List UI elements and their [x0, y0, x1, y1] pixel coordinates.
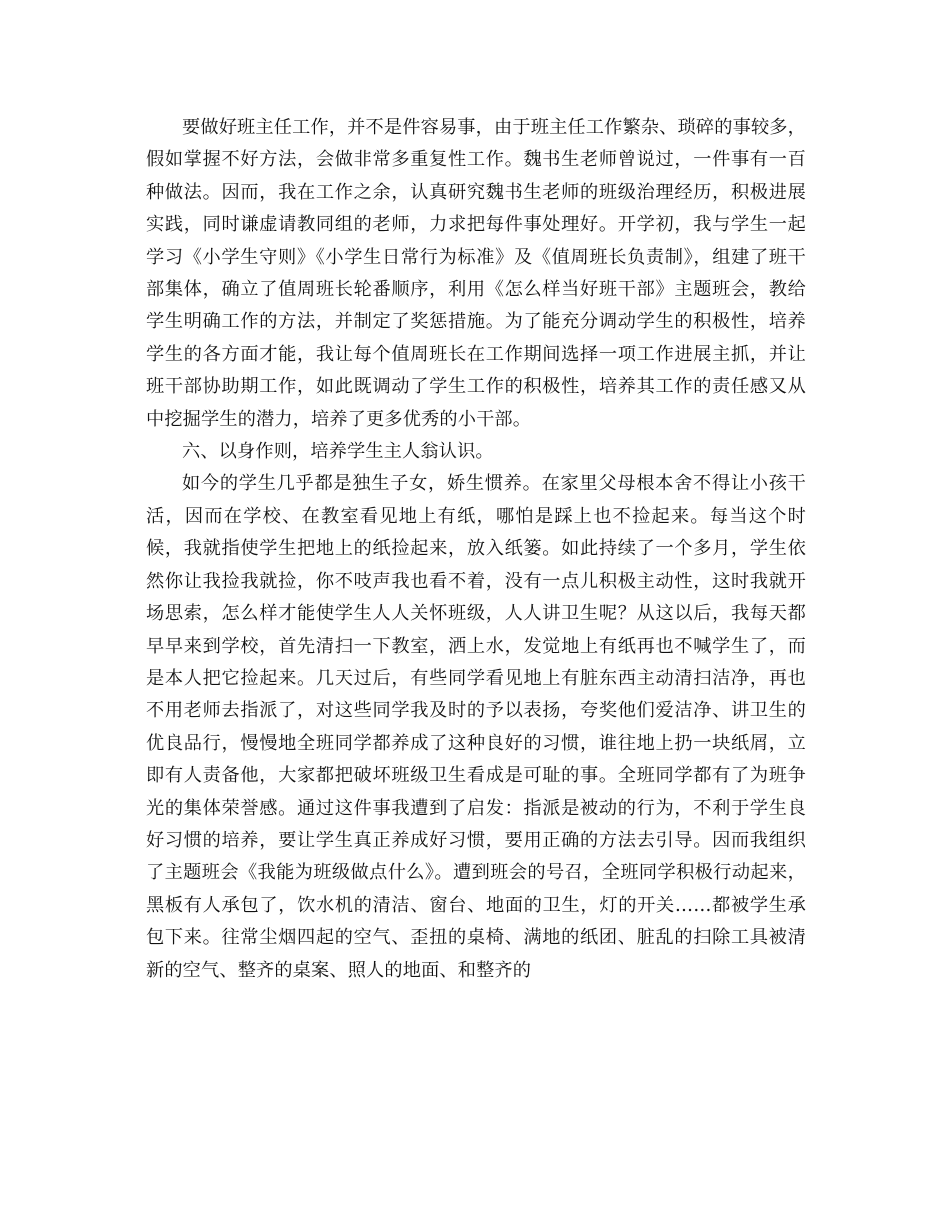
paragraph-class-management: 要做好班主任工作，并不是件容易事，由于班主任工作繁杂、琐碎的事较多，假如掌握不好方法，会做非常多重复性工作。魏书生老师曾说过，一件事有一百种做法。因而，我在工作之余，认真研究魏书生老师的班级治理经历，积极进展实践，同时谦虚请教同组的老师，力求把每件事处理好。开学初，我与学生一起学习《小学生守则》《小学生日常行为标准》及《值周班长负责制》，组建了班干部集体，确立了值周班长轮番顺序，利用《怎么样当好班干部》主题班会，教给学生明确工作的方法，并制定了奖惩措施。为了能充分调动学生的积极性，培养学生的各方面才能，我让每个值周班长在工作期间选择一项工作进展主抓，并让班干部协助期工作，如此既调动了学生工作的积极性，培养其工作的责任感又从中挖掘学生的潜力，培养了更多优秀的小干部。	[146, 117, 806, 430]
document-body	[146, 112, 806, 987]
section-heading-six: 六、以身作则，培养学生主人翁认识。	[182, 441, 494, 463]
paragraph-hygiene-habits: 如今的学生几乎都是独生子女，娇生惯养。在家里父母根本舍不得让小孩干活，因而在学校、在教室看见地上有纸，哪怕是踩上也不捡起来。每当这个时候，我就指使学生把地上的纸捡起来，放入纸篓。如此持续了一个多月，学生依然你让我捡我就捡，你不吱声我也看不着，没有一点儿积极主动性，这时我就开场思索，怎么样才能使学生人人关怀班级，人人讲卫生呢？从这以后，我每天都早早来到学校，首先清扫一下教室，洒上水，发觉地上有纸再也不喊学生了，而是本人把它捡起来。几天过后，有些同学看见地上有脏东西主动清扫洁净，再也不用老师去指派了，对这些同学我及时的予以表扬，夸奖他们爱洁净、讲卫生的优良品行，慢慢地全班同学都养成了这种良好的习惯，谁往地上扔一块纸屑，立即有人责备他，大家都把破坏班级卫生看成是可耻的事。全班同学都有了为班争光的集体荣誉感。通过这件事我遭到了启发：指派是被动的行为，不利于学生良好习惯的培养，要让学生真正养成好习惯，要用正确的方法去引导。因而我组织了主题班会《我能为班级做点什么》。遭到班会的号召，全班同学积极行动起来，黑板有人承包了，饮水机的清洁、窗台、地面的卫生，灯的开关……都被学生承包下来。往常尘烟四起的空气、歪扭的桌椅、满地的纸团、脏乱的扫除工具被清新的空气、整齐的桌案、照人的地面、和整齐的	[146, 473, 806, 981]
